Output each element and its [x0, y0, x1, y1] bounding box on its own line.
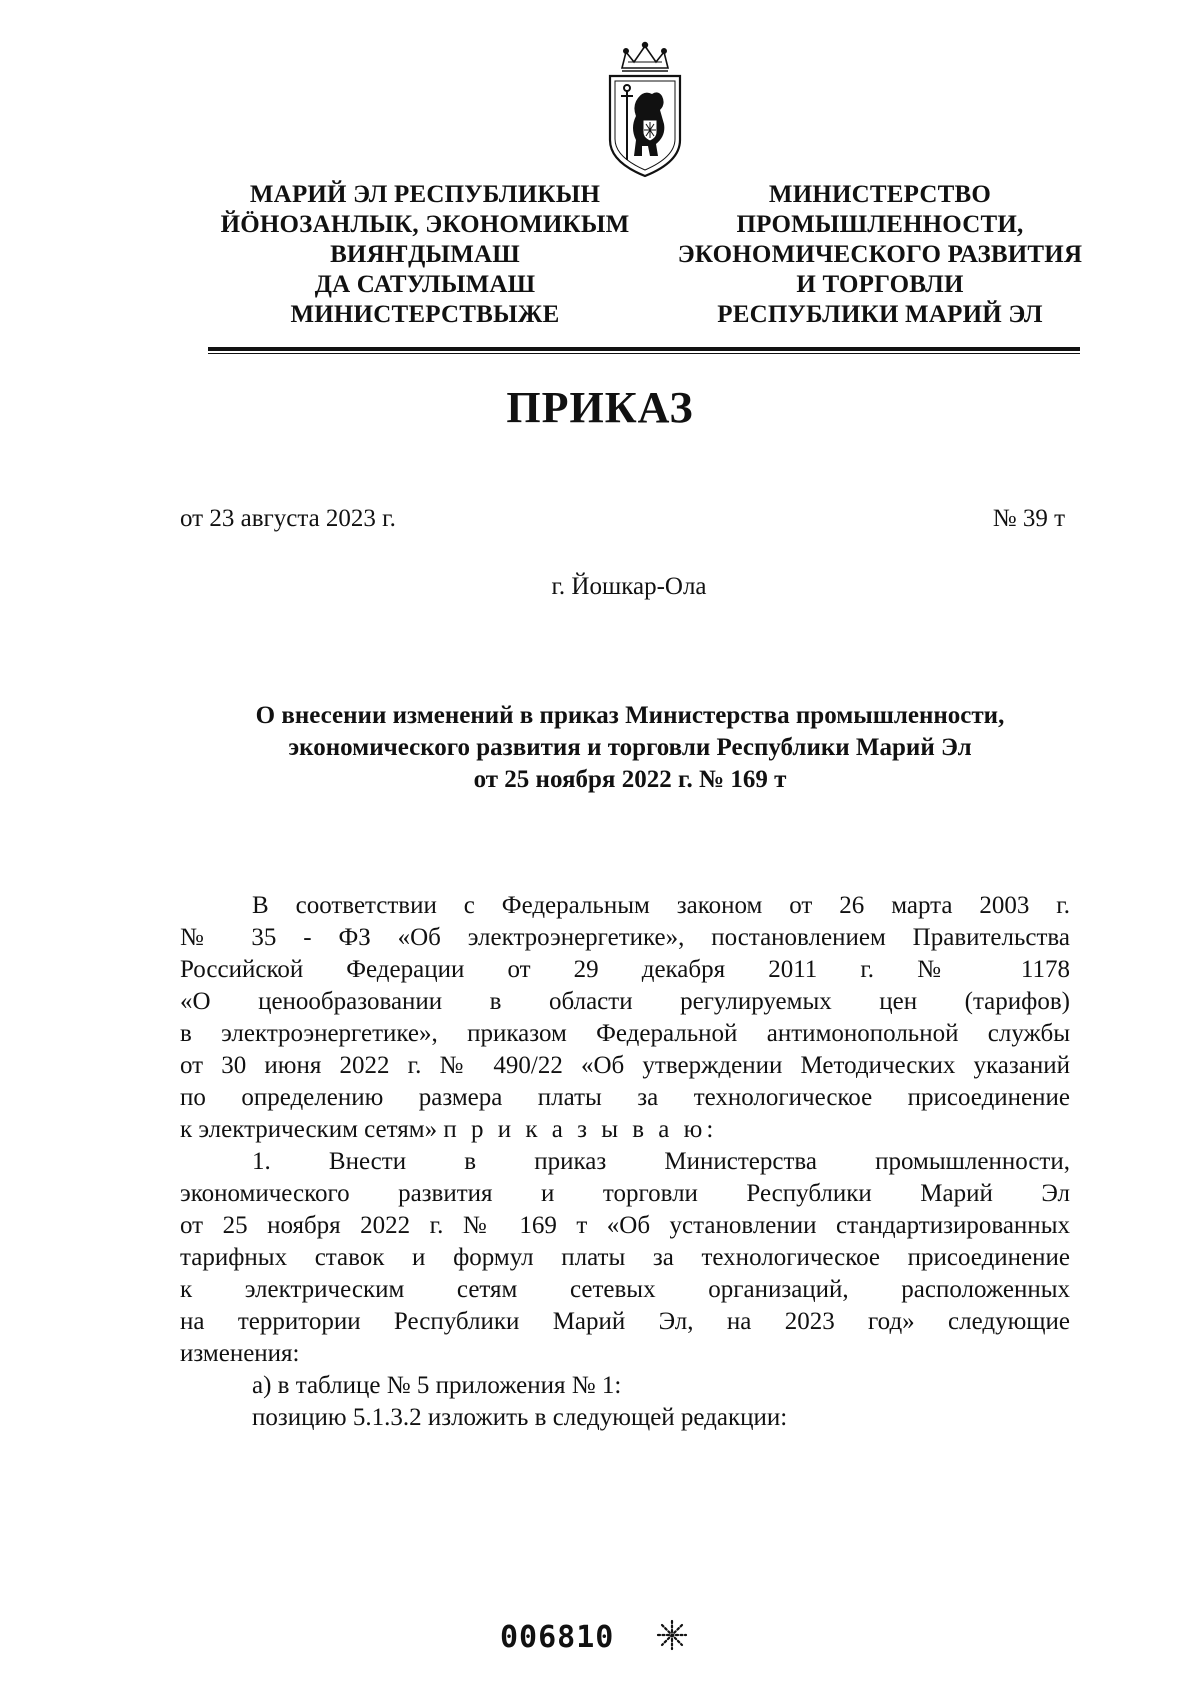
body-line: а) в таблице № 5 приложения № 1:: [252, 1372, 622, 1399]
form-serial-number: 006810: [500, 1620, 615, 1655]
ministry-name-mari-line: ДА САТУЛЫМАШ: [314, 271, 536, 298]
header-divider-thick: [208, 347, 1080, 351]
body-line: в электроэнергетике», приказом Федеральной антимонопольной службы: [180, 1020, 1070, 1047]
document-number: № 39 т: [992, 505, 1065, 532]
subject-line: от 25 ноября 2022 г. № 169 т: [473, 766, 787, 793]
order-verb: п р и к а з ы в а ю:: [443, 1116, 718, 1143]
body-line: «О ценообразовании в области регулируемых цен (тарифов): [180, 988, 1070, 1015]
body-line: от 25 ноября 2022 г. № 169 т «Об установлении стандартизированных: [180, 1212, 1070, 1239]
document-body: [180, 890, 1070, 1434]
ministry-name-russian-line: И ТОРГОВЛИ: [796, 271, 964, 298]
document-city: г. Йошкар-Ола: [551, 573, 707, 600]
body-line: тарифных ставок и формул платы за технологическое присоединение: [180, 1244, 1070, 1271]
document-date: от 23 августа 2023 г.: [180, 505, 396, 532]
body-line: экономического развития и торговли Республики Марий Эл: [180, 1180, 1070, 1207]
document-subject: [180, 700, 1080, 796]
body-line: к электрическим сетям сетевых организаций, расположенных: [180, 1276, 1070, 1303]
ministry-name-mari: [190, 180, 660, 330]
ministry-name-russian-line: ПРОМЫШЛЕННОСТИ,: [736, 211, 1024, 238]
body-line: № 35 - ФЗ «Об электроэнергетике», постановлением Правительства: [180, 924, 1070, 951]
header-divider-thin: [208, 353, 1080, 354]
body-line: В соответствии с Федеральным законом от 26 марта 2003 г.: [252, 892, 1070, 919]
ministry-name-russian-line: МИНИСТЕРСТВО: [768, 181, 992, 208]
body-line: 1. Внести в приказ Министерства промышленности,: [252, 1148, 1070, 1175]
body-line: от 30 июня 2022 г. № 490/22 «Об утверждении Методических указаний: [180, 1052, 1070, 1079]
body-line: изменения:: [180, 1340, 300, 1367]
ministry-name-mari-line: ЙӦНОЗАНЛЫК, ЭКОНОМИКЫМ: [220, 211, 630, 238]
ministry-name-russian-line: РЕСПУБЛИКИ МАРИЙ ЭЛ: [717, 301, 1043, 328]
ministry-name-russian-line: ЭКОНОМИЧЕСКОГО РАЗВИТИЯ: [677, 241, 1083, 268]
body-line: по определению размера платы за технологическое присоединение: [180, 1084, 1070, 1111]
subject-line: О внесении изменений в приказ Министерства промышленности,: [255, 702, 1005, 729]
body-line: позицию 5.1.3.2 изложить в следующей редакции:: [252, 1404, 788, 1431]
body-line: на территории Республики Марий Эл, на 2023 год» следующие: [180, 1308, 1070, 1335]
document-title: ПРИКАЗ: [506, 383, 694, 432]
ministry-name-mari-line: ВИЯҤДЫМАШ: [330, 241, 520, 268]
body-line: Российской Федерации от 29 декабря 2011 г. № 1178: [180, 956, 1070, 983]
coat-of-arms-icon: [600, 40, 690, 180]
security-asterisk-icon: [655, 1618, 689, 1652]
ministry-name-mari-line: МАРИЙ ЭЛ РЕСПУБЛИКЫН: [249, 181, 601, 208]
ministry-name-mari-line: МИНИСТЕРСТВЫЖЕ: [290, 301, 560, 328]
subject-line: экономического развития и торговли Республики Марий Эл: [288, 734, 972, 761]
body-line-text: к электрическим сетям»: [180, 1116, 438, 1143]
ministry-name-russian: [660, 180, 1100, 330]
body-line: [180, 1114, 1070, 1146]
